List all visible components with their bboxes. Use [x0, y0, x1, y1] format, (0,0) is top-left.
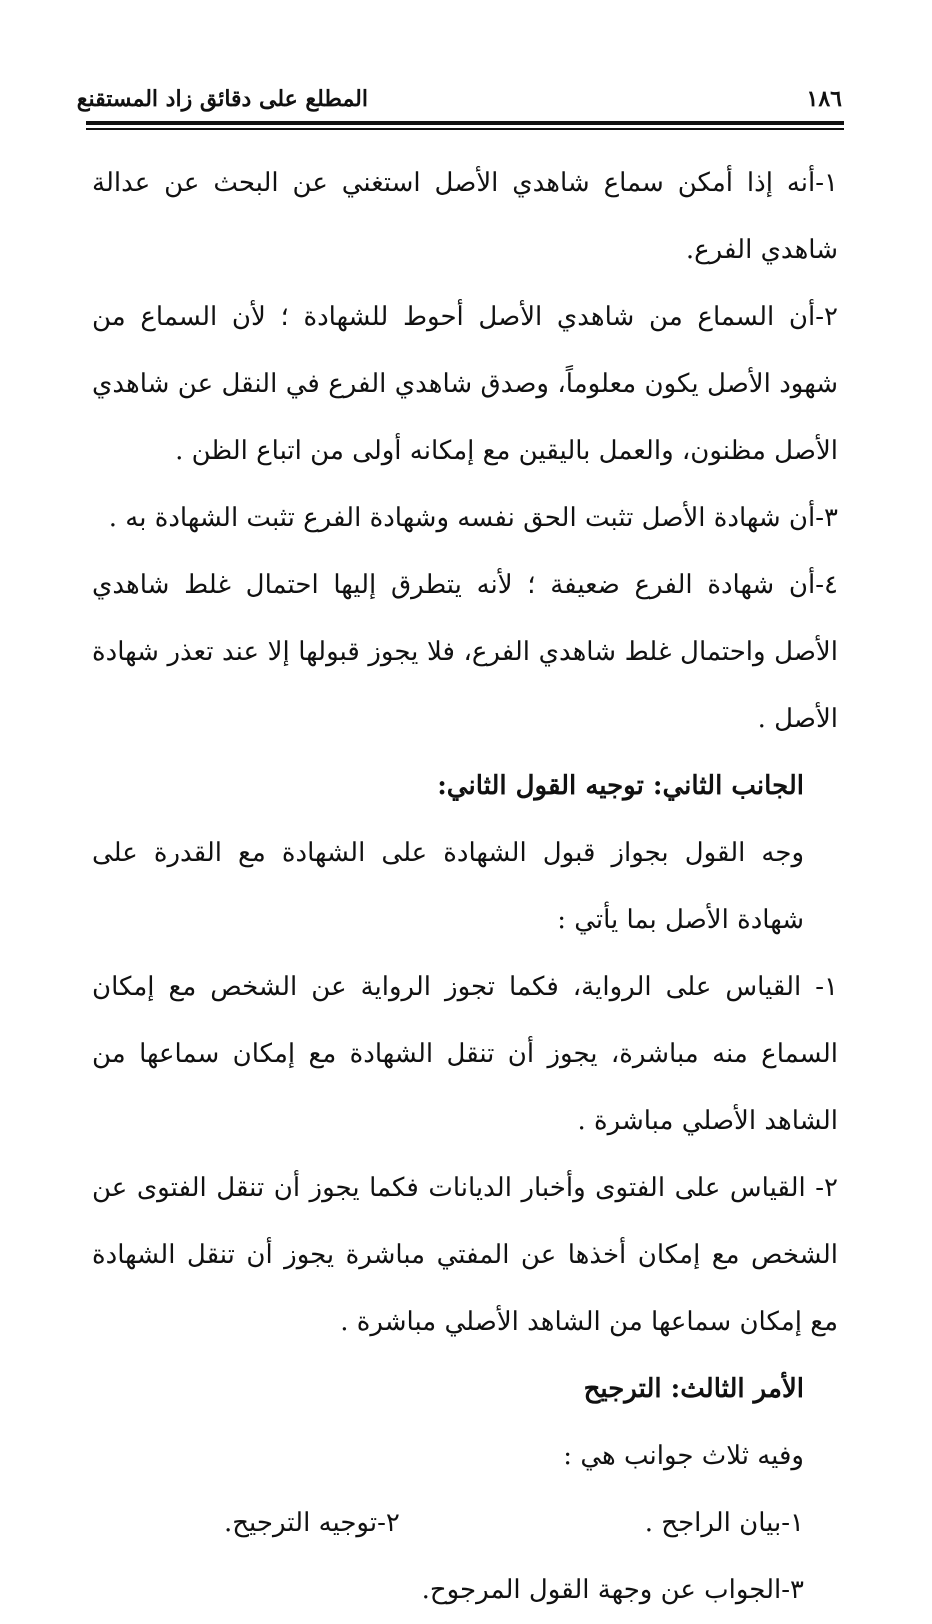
list-item-1: ١-بيان الراجح .: [644, 1508, 804, 1538]
paragraph-5: وجه القول بجواز قبول الشهادة على الشهادة مع القدرة على شهادة الأصل بما يأتي :: [92, 838, 804, 935]
list-item-2: ٢-توجيه الترجيح.: [224, 1508, 400, 1538]
page-body: [92, 150, 838, 1624]
header-rule-thin: [86, 128, 844, 130]
page-number: ١٨٦: [806, 86, 842, 112]
paragraph-2: ٢-أن السماع من شاهدي الأصل أحوط للشهادة ؛ لأن السماع من شهود الأصل يكون معلوماً، وصدق شاهدي الفرع في النقل عن شاهدي الأصل مظنون، والعمل باليقين مع إمكانه أولى من اتباع الظن .: [92, 302, 838, 466]
paragraph-6: ١- القياس على الرواية، فكما تجوز الرواية عن الشخص مع إمكان السماع منه مباشرة، يجوز أن تنقل الشهادة مع إمكان سماعها من الشاهد الأصلي مباشرة .: [92, 972, 838, 1136]
header-rule-thick: [86, 121, 844, 125]
list-row: [92, 1490, 838, 1557]
running-header: [76, 86, 844, 116]
section-heading-second-aspect: الجانب الثاني: توجيه القول الثاني:: [437, 771, 804, 801]
paragraph-3: ٣-أن شهادة الأصل تثبت الحق نفسه وشهادة الفرع تثبت الشهادة به .: [108, 503, 838, 533]
book-title: المطلع على دقائق زاد المستقنع: [76, 86, 368, 112]
paragraph-8: وفيه ثلاث جوانب هي :: [563, 1441, 804, 1471]
section-heading-third-matter: الأمر الثالث: الترجيح: [583, 1374, 804, 1404]
paragraph-7: ٢- القياس على الفتوى وأخبار الديانات فكما يجوز أن تنقل الفتوى عن الشخص مع إمكان أخذها عن المفتي مباشرة يجوز أن تنقل الشهادة مع إمكان سماعها من الشاهد الأصلي مباشرة .: [92, 1173, 838, 1337]
list-item-3: ٣-الجواب عن وجهة القول المرجوح.: [421, 1575, 804, 1605]
paragraph-1: ١-أنه إذا أمكن سماع شاهدي الأصل استغني عن البحث عن عدالة شاهدي الفرع.: [92, 168, 838, 265]
paragraph-4: ٤-أن شهادة الفرع ضعيفة ؛ لأنه يتطرق إليها احتمال غلط شاهدي الأصل واحتمال غلط شاهدي الفرع، فلا يجوز قبولها إلا عند تعذر شهادة الأصل .: [92, 570, 838, 734]
